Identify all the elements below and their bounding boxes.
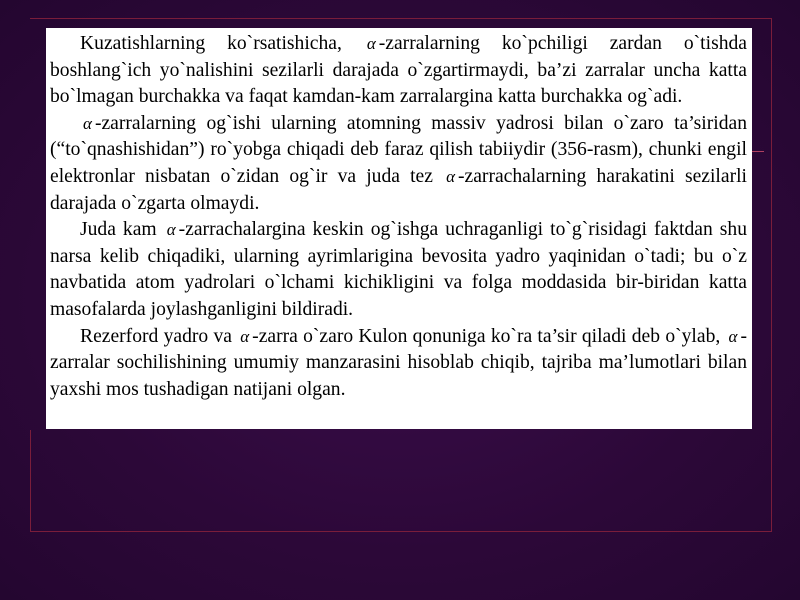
paragraph-text: -zarrachalargina keskin og`ishga uchraganligi to`g`risidagi faktdan shu narsa kelib chiqadiki, ularning ayrimlarigina bevosita yadro yaqinidan o`tadi; bu o`z navbatida atom yadrolari o`lchami kichikligini va folga moddasida bir-biridan katta masofalarda joylashganligini bildiradi. <box>50 219 748 320</box>
paragraph-observations <box>50 31 747 111</box>
frame-right-line <box>771 18 772 532</box>
frame-top-line <box>30 18 772 19</box>
paragraph-text: -zarrachalarning harakatini sezilarli darajada o`zgarta olmaydi. <box>50 165 747 214</box>
paragraph-rutherford <box>50 324 747 404</box>
alpha-symbol: α <box>446 166 455 186</box>
paragraph-text: -zarralarning ko`pchiligi zardan o`tishda boshlang`ich yo`nalishini sezilarli darajada o`zgartirmaydi, ba’zi zarralar uncha katta bo`lmagan burchakka va faqat kamdan-kam zarralargina katta burchakka og`adi. <box>50 33 747 108</box>
paragraph-text: -zarra o`zaro Kulon qonuniga ko`ra ta’sir qiladi deb o`ylab, <box>252 325 726 347</box>
paragraph-text: Kuzatishlarning ko`rsatishicha, <box>80 33 364 54</box>
paragraph-text: -zarralar sochilishining umumiy manzarasini hisoblab chiqib, tajriba ma’lumotlari bilan yaxshi mos tushadigan natijani olgan. <box>50 325 747 400</box>
alpha-symbol: α <box>83 113 92 133</box>
paragraph-deflection <box>50 111 747 217</box>
frame-bottom-line <box>30 531 772 532</box>
paragraph-text: Juda kam <box>80 219 164 241</box>
alpha-symbol: α <box>166 220 176 240</box>
paragraph-text: Rezerford yadro va <box>80 325 238 347</box>
frame-left-line <box>30 430 31 532</box>
frame-tick-mark <box>752 151 764 152</box>
paragraph-rare-deflection <box>50 217 747 323</box>
text-box <box>46 28 752 429</box>
alpha-symbol: α <box>728 326 738 346</box>
alpha-symbol: α <box>366 34 376 53</box>
paragraph-text: -zarralarning og`ishi ularning atomning massiv yadrosi bilan o`zaro ta’siridan (“to`qnashishidan”) ro`yobga chiqadi deb faraz qilish tabiiydir (356-rasm), chunki engil elektronlar nisbatan o`zidan og`ir va juda tez <box>50 112 747 187</box>
alpha-symbol: α <box>240 326 250 346</box>
